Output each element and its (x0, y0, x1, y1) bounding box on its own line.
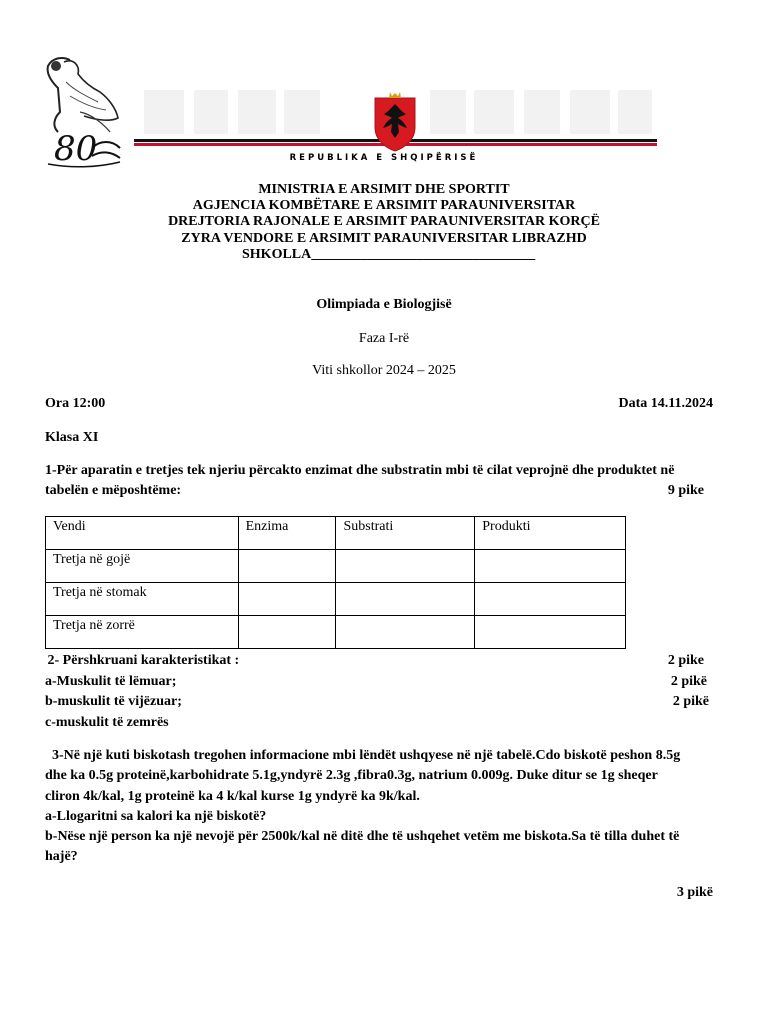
table-cell (336, 550, 475, 583)
table-cell (475, 583, 626, 616)
phase-text: Faza I-rë (358, 331, 410, 346)
logo-number: 80 (54, 129, 98, 169)
digestion-table (45, 516, 626, 649)
olympiad-title: Olimpiada e Biologjisë (316, 297, 452, 312)
class-label: Klasa XI (45, 430, 99, 445)
ministry-line-2: AGJENCIA KOMBËTARE E ARSIMIT PARAUNIVERSITAR (192, 198, 576, 213)
q2-item-b: b-muskulit të vijëzuar; (45, 694, 182, 709)
exam-date: Data 14.11.2024 (618, 396, 713, 411)
exam-time: Ora 12:00 (45, 396, 106, 411)
q2-points: 2 pike (667, 653, 704, 668)
ministry-line-1: MINISTRIA E ARSIMIT DHE SPORTIT (258, 182, 510, 197)
school-line: SHKOLLA________________________________ (242, 247, 536, 262)
q2-item-a-points: 2 pikë (670, 674, 707, 689)
q3-part-a: a-Llogaritni sa kalori ka një biskotë? (45, 809, 267, 824)
school-year-text: Viti shkollor 2024 – 2025 (312, 363, 456, 378)
table-header-cell: Produkti (475, 517, 626, 550)
table-row (46, 616, 626, 649)
republic-text: REPUBLIKA E SHQIPËRISË (289, 153, 479, 163)
q2-item-b-points: 2 pikë (672, 694, 709, 709)
table-row (46, 583, 626, 616)
table-cell: Tretja në gojë (46, 550, 239, 583)
q3-line-2: dhe ka 0.5g proteinë,karbohidrate 5.1g,yndyrë 2.3g ,fibra0.3g, natrium 0.009g. Duke ditur se 1g sheqer (45, 768, 658, 783)
q3-points: 3 pikë (676, 885, 713, 900)
ministry-line-4: ZYRA VENDORE E ARSIMIT PARAUNIVERSITAR LIBRAZHD (181, 231, 587, 246)
table-cell: Tretja në zorrë (46, 616, 239, 649)
q1-text-line1: 1-Për aparatin e tretjes tek njeriu përcakto enzimat dhe substratin mbi të cilat veprojnë dhe produktet në (45, 463, 675, 478)
ministry-line-3: DREJTORIA RAJONALE E ARSIMIT PARAUNIVERSITAR KORÇË (168, 214, 600, 229)
albanian-emblem-icon (374, 90, 416, 152)
q3-part-b-line2: hajë? (45, 849, 78, 864)
table-cell: Tretja në stomak (46, 583, 239, 616)
table-cell (475, 550, 626, 583)
table-cell (336, 583, 475, 616)
table-cell (238, 550, 336, 583)
table-header-row (46, 517, 626, 550)
q1-text-line2: tabelën e mëposhtëme: (45, 483, 182, 498)
table-cell (238, 616, 336, 649)
table-header-cell: Substrati (336, 517, 475, 550)
table-cell (238, 583, 336, 616)
q2-text: 2- Përshkruani karakteristikat : (44, 653, 240, 668)
q3-line-1: 3-Në një kuti biskotash tregohen informacione mbi lëndët ushqyese në një tabelë.Cdo biskotë peshon 8.5g (45, 748, 681, 763)
q3-line-3: cliron 4k/kal, 1g proteinë ka 4 k/kal kurse 1g yndyrë ka 9k/kal. (45, 789, 420, 804)
q3-part-b-line1: b-Nëse një person ka një nevojë për 2500k/kal në ditë dhe të ushqehet vetëm me biskota.Sa të tilla duhet të (45, 829, 680, 844)
q2-item-c: c-muskulit të zemrës (45, 715, 169, 730)
table-row (46, 550, 626, 583)
table-cell (475, 616, 626, 649)
table-cell (336, 616, 475, 649)
q2-item-a: a-Muskulit të lëmuar; (45, 674, 177, 689)
q1-points: 9 pike (667, 483, 704, 498)
table-header-cell: Enzima (238, 517, 336, 550)
table-header-cell: Vendi (46, 517, 239, 550)
